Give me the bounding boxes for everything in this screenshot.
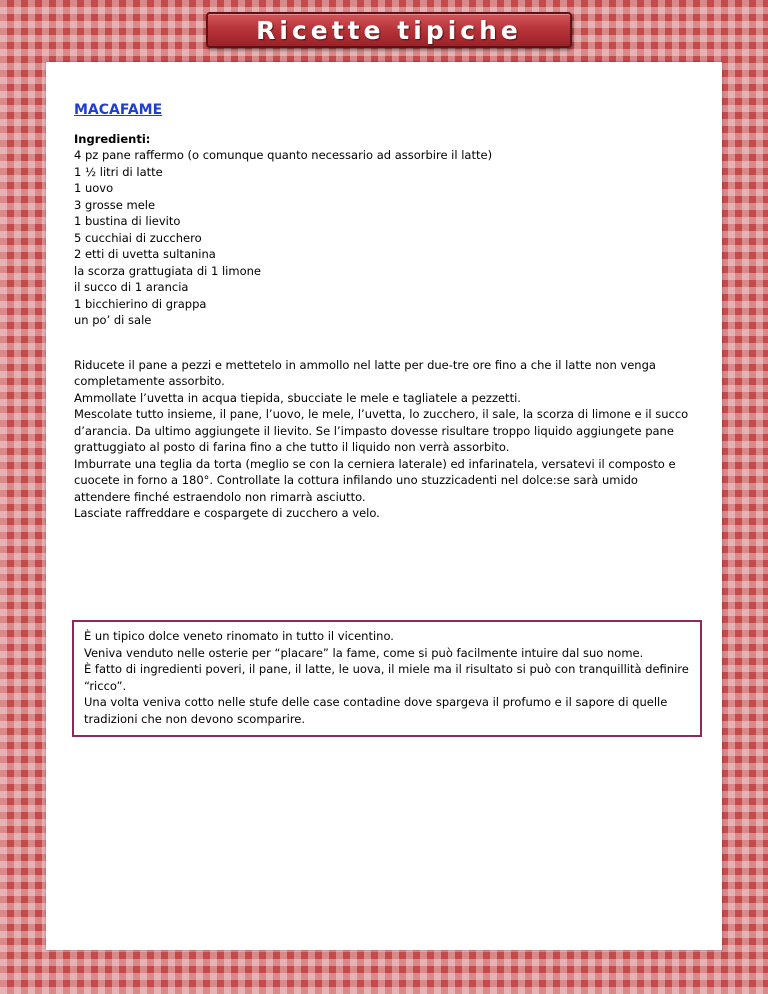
note-line: È fatto di ingredienti poveri, il pane, il latte, le uova, il miele ma il risultato si può con tranquillità definire “ricco”. xyxy=(84,662,689,693)
ingredient-item: il succo di 1 arancia xyxy=(74,280,189,294)
preparation-step: Lasciate raffreddare e cospargete di zucchero a velo. xyxy=(74,506,380,520)
note-line: È un tipico dolce veneto rinomato in tutto il vicentino. xyxy=(84,629,394,643)
ingredient-item: 1 ½ litri di latte xyxy=(74,164,163,179)
ingredient-item: 2 etti di uvetta sultanina xyxy=(74,247,216,261)
history-note-box xyxy=(72,620,702,737)
note-line: Veniva venduto nelle osterie per “placare” la fame, come si può facilmente intuire dal suo nome. xyxy=(84,645,644,660)
ingredient-item: 1 bustina di lievito xyxy=(74,214,181,228)
preparation-step: Imburrate una teglia da torta (meglio se con la cerniera laterale) ed infarinatela, versatevi il composto e cuocete in forno a 180°. Controllate la cottura infilando uno stuzzicadenti nel dolce:se sarà umido attendere finché estraendolo non rimarrà asciutto. xyxy=(74,456,676,504)
ingredient-item: la scorza grattugiata di 1 limone xyxy=(74,263,261,278)
ingredient-item: 1 uovo xyxy=(74,181,114,195)
ingredient-item: 5 cucchiai di zucchero xyxy=(74,230,202,245)
preparation-steps xyxy=(74,357,694,522)
ingredient-item: 3 grosse mele xyxy=(74,197,156,212)
preparation-step: Mescolate tutto insieme, il pane, l’uovo, le mele, l’uvetta, lo zucchero, il sale, la scorza di limone e il succo d’arancia. Da ultimo aggiungete il lievito. Se l’impasto dovesse risultare troppo liquido aggiungete pane grattuggiato al posto di farina fino a che tutto il liquido non verrà assorbito. xyxy=(74,407,689,454)
preparation-step: Riducete il pane a pezzi e mettetelo in ammollo nel latte per due-tre ore fino a che il latte non venga completamente assorbito. xyxy=(74,357,656,388)
note-line: Una volta veniva cotto nelle stufe delle case contadine dove spargeva il profumo e il sapore di quelle tradizioni che non devono scomparire. xyxy=(84,695,668,726)
banner-title: Ricette tipiche xyxy=(256,15,522,45)
preparation-step: Ammollate l’uvetta in acqua tiepida, sbucciate le mele e tagliatele a pezzetti. xyxy=(74,390,521,405)
ingredients-heading: Ingredienti: xyxy=(74,131,151,146)
recipe-content xyxy=(74,102,694,522)
ingredient-item: un po’ di sale xyxy=(74,313,152,327)
ingredients-list xyxy=(74,147,694,329)
ingredient-item: 1 bicchierino di grappa xyxy=(74,296,207,311)
header-banner xyxy=(206,12,572,48)
recipe-title[interactable]: MACAFAME xyxy=(74,102,163,118)
ingredient-item: 4 pz pane raffermo (o comunque quanto necessario ad assorbire il latte) xyxy=(74,148,493,162)
document-page xyxy=(46,62,722,950)
